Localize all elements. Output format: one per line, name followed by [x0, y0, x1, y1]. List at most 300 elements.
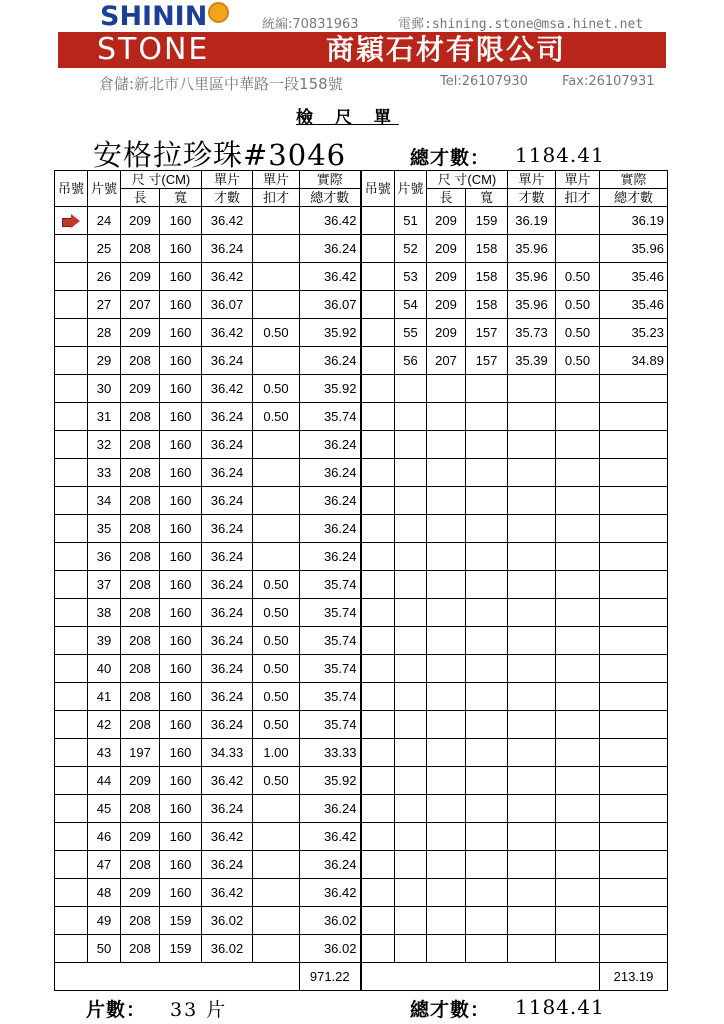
right-width-cell — [466, 711, 508, 739]
table-row — [55, 235, 668, 263]
left-actual-cell: 36.42 — [300, 207, 361, 235]
left-deduct-cell: 0.50 — [253, 403, 300, 431]
left-deduct-cell: 0.50 — [253, 683, 300, 711]
right-actual-cell — [600, 711, 668, 739]
subtotal-right-spacer — [361, 963, 600, 991]
right-piece-cell — [395, 571, 427, 599]
left-length-cell: 208 — [121, 851, 160, 879]
company-name: 商穎石材有限公司 — [326, 33, 567, 66]
left-length-cell: 208 — [121, 487, 160, 515]
col-length-header: 長 — [121, 189, 160, 207]
table-row — [55, 823, 668, 851]
subtotal-right: 213.19 — [600, 963, 668, 991]
left-length-cell: 209 — [121, 375, 160, 403]
right-actual-cell: 36.19 — [600, 207, 668, 235]
left-width-cell: 160 — [160, 655, 202, 683]
left-actual-cell: 36.42 — [300, 879, 361, 907]
left-piece-cell: 31 — [88, 403, 121, 431]
right-actual-cell — [600, 739, 668, 767]
left-actual-cell: 36.24 — [300, 543, 361, 571]
left-area-cell: 36.24 — [202, 347, 253, 375]
right-length-cell — [427, 515, 466, 543]
left-actual-cell: 36.42 — [300, 263, 361, 291]
left-piece-cell: 48 — [88, 879, 121, 907]
right-hang-cell — [361, 207, 395, 235]
left-piece-cell: 34 — [88, 487, 121, 515]
subtotal-row — [55, 963, 668, 991]
right-piece-cell — [395, 375, 427, 403]
left-area-cell: 36.42 — [202, 879, 253, 907]
table-row — [55, 571, 668, 599]
left-width-cell: 160 — [160, 627, 202, 655]
right-piece-cell — [395, 935, 427, 963]
left-length-cell: 197 — [121, 739, 160, 767]
right-piece-cell — [395, 711, 427, 739]
left-hang-cell — [55, 627, 88, 655]
right-deduct-cell: 0.50 — [556, 347, 600, 375]
left-actual-cell: 33.33 — [300, 739, 361, 767]
left-area-cell: 36.42 — [202, 319, 253, 347]
right-deduct-cell — [556, 487, 600, 515]
left-hang-cell — [55, 851, 88, 879]
right-hang-cell — [361, 375, 395, 403]
right-deduct-cell: 0.50 — [556, 263, 600, 291]
left-actual-cell: 36.42 — [300, 823, 361, 851]
left-deduct-cell — [253, 543, 300, 571]
left-length-cell: 208 — [121, 907, 160, 935]
left-width-cell: 160 — [160, 571, 202, 599]
left-width-cell: 159 — [160, 907, 202, 935]
left-hang-cell — [55, 907, 88, 935]
tax-id: 統編:70831963 — [262, 17, 359, 32]
left-actual-cell: 35.74 — [300, 627, 361, 655]
right-width-cell — [466, 683, 508, 711]
left-width-cell: 160 — [160, 767, 202, 795]
table-row — [55, 263, 668, 291]
left-piece-cell: 45 — [88, 795, 121, 823]
table-row — [55, 599, 668, 627]
left-actual-cell: 36.24 — [300, 487, 361, 515]
right-actual-cell: 35.96 — [600, 235, 668, 263]
left-piece-cell: 42 — [88, 711, 121, 739]
col-actual-header-top-right: 實際 — [600, 171, 668, 189]
col-size-header: 尺 寸(CM) — [121, 171, 202, 189]
right-deduct-cell — [556, 823, 600, 851]
right-deduct-cell — [556, 795, 600, 823]
left-length-cell: 208 — [121, 515, 160, 543]
right-width-cell: 158 — [466, 263, 508, 291]
right-area-cell — [508, 375, 556, 403]
left-length-cell: 209 — [121, 207, 160, 235]
left-actual-cell: 36.24 — [300, 459, 361, 487]
right-width-cell — [466, 431, 508, 459]
right-deduct-cell — [556, 207, 600, 235]
left-actual-cell: 35.74 — [300, 683, 361, 711]
right-width-cell: 158 — [466, 291, 508, 319]
right-deduct-cell: 0.50 — [556, 319, 600, 347]
right-deduct-cell — [556, 599, 600, 627]
footer-total-label: 總才數： — [410, 999, 491, 1021]
right-hang-cell — [361, 599, 395, 627]
left-length-cell: 208 — [121, 599, 160, 627]
left-width-cell: 160 — [160, 291, 202, 319]
left-actual-cell: 36.24 — [300, 235, 361, 263]
left-width-cell: 160 — [160, 487, 202, 515]
table-row — [55, 487, 668, 515]
right-area-cell — [508, 683, 556, 711]
left-length-cell: 209 — [121, 263, 160, 291]
left-hang-cell — [55, 515, 88, 543]
left-piece-cell: 26 — [88, 263, 121, 291]
right-deduct-cell — [556, 515, 600, 543]
left-deduct-cell — [253, 487, 300, 515]
right-actual-cell — [600, 431, 668, 459]
left-width-cell: 160 — [160, 879, 202, 907]
left-area-cell: 36.24 — [202, 543, 253, 571]
total-area-label: 總才數： — [410, 147, 491, 169]
left-hang-cell — [55, 879, 88, 907]
col-size-header-right: 尺 寸(CM) — [427, 171, 508, 189]
right-width-cell — [466, 543, 508, 571]
table-row — [55, 907, 668, 935]
table-body — [55, 207, 668, 963]
left-length-cell: 208 — [121, 347, 160, 375]
right-area-cell: 35.96 — [508, 263, 556, 291]
total-area-value: 1184.41 — [515, 143, 605, 167]
left-deduct-cell: 0.50 — [253, 767, 300, 795]
right-hang-cell — [361, 823, 395, 851]
table-row — [55, 319, 668, 347]
right-hang-cell — [361, 683, 395, 711]
right-area-cell — [508, 599, 556, 627]
right-piece-cell: 55 — [395, 319, 427, 347]
right-length-cell — [427, 851, 466, 879]
col-width-header: 寬 — [160, 189, 202, 207]
right-piece-cell — [395, 851, 427, 879]
left-width-cell: 160 — [160, 263, 202, 291]
left-length-cell: 208 — [121, 627, 160, 655]
left-width-cell: 160 — [160, 375, 202, 403]
right-actual-cell: 34.89 — [600, 347, 668, 375]
logo-shining-text: SHININ — [100, 2, 229, 32]
right-piece-cell — [395, 907, 427, 935]
right-area-cell — [508, 935, 556, 963]
table-header-row-1 — [55, 171, 668, 189]
right-hang-cell — [361, 795, 395, 823]
left-area-cell: 36.24 — [202, 571, 253, 599]
right-actual-cell — [600, 375, 668, 403]
left-length-cell: 208 — [121, 795, 160, 823]
left-piece-cell: 29 — [88, 347, 121, 375]
left-deduct-cell: 0.50 — [253, 627, 300, 655]
col-length-header-right: 長 — [427, 189, 466, 207]
left-length-cell: 208 — [121, 711, 160, 739]
right-deduct-cell — [556, 571, 600, 599]
left-area-cell: 36.24 — [202, 235, 253, 263]
left-area-cell: 36.42 — [202, 375, 253, 403]
left-area-cell: 36.24 — [202, 403, 253, 431]
left-hang-cell — [55, 935, 88, 963]
left-hang-cell — [55, 823, 88, 851]
left-piece-cell: 46 — [88, 823, 121, 851]
right-deduct-cell — [556, 683, 600, 711]
measurement-table — [54, 170, 668, 991]
right-length-cell — [427, 431, 466, 459]
left-width-cell: 160 — [160, 599, 202, 627]
right-width-cell — [466, 403, 508, 431]
left-area-cell: 36.42 — [202, 823, 253, 851]
left-area-cell: 36.42 — [202, 767, 253, 795]
left-width-cell: 160 — [160, 403, 202, 431]
right-area-cell — [508, 879, 556, 907]
left-deduct-cell: 0.50 — [253, 711, 300, 739]
left-width-cell: 160 — [160, 515, 202, 543]
right-hang-cell — [361, 291, 395, 319]
table-row — [55, 207, 668, 235]
right-length-cell — [427, 683, 466, 711]
right-area-cell: 35.73 — [508, 319, 556, 347]
right-hang-cell — [361, 347, 395, 375]
right-area-cell — [508, 459, 556, 487]
left-hang-cell — [55, 319, 88, 347]
right-area-cell: 36.19 — [508, 207, 556, 235]
left-area-cell: 36.24 — [202, 683, 253, 711]
right-area-cell: 35.96 — [508, 235, 556, 263]
left-deduct-cell — [253, 935, 300, 963]
left-actual-cell: 35.74 — [300, 599, 361, 627]
right-width-cell: 159 — [466, 207, 508, 235]
right-width-cell — [466, 851, 508, 879]
left-width-cell: 160 — [160, 235, 202, 263]
right-length-cell — [427, 459, 466, 487]
right-area-cell — [508, 823, 556, 851]
right-piece-cell — [395, 515, 427, 543]
table-row — [55, 291, 668, 319]
left-hang-cell — [55, 739, 88, 767]
right-hang-cell — [361, 935, 395, 963]
left-length-cell: 208 — [121, 403, 160, 431]
left-deduct-cell — [253, 235, 300, 263]
right-actual-cell — [600, 599, 668, 627]
left-piece-cell: 25 — [88, 235, 121, 263]
col-width-header-right: 寬 — [466, 189, 508, 207]
table-row — [55, 515, 668, 543]
left-area-cell: 36.24 — [202, 515, 253, 543]
left-hang-cell — [55, 235, 88, 263]
right-width-cell: 157 — [466, 347, 508, 375]
right-actual-cell — [600, 935, 668, 963]
right-area-cell — [508, 907, 556, 935]
right-width-cell — [466, 627, 508, 655]
right-length-cell: 209 — [427, 319, 466, 347]
table-row — [55, 711, 668, 739]
right-area-cell — [508, 851, 556, 879]
subtotal-left-spacer — [55, 963, 300, 991]
right-deduct-cell — [556, 543, 600, 571]
telephone: Tel:26107930 — [440, 74, 528, 89]
left-deduct-cell: 1.00 — [253, 739, 300, 767]
right-area-cell — [508, 627, 556, 655]
left-hang-cell — [55, 375, 88, 403]
right-hang-cell — [361, 627, 395, 655]
left-deduct-cell — [253, 795, 300, 823]
right-hang-cell — [361, 319, 395, 347]
right-piece-cell — [395, 823, 427, 851]
table-row — [55, 347, 668, 375]
right-width-cell — [466, 795, 508, 823]
table-row — [55, 627, 668, 655]
right-length-cell — [427, 907, 466, 935]
right-actual-cell — [600, 515, 668, 543]
right-length-cell: 207 — [427, 347, 466, 375]
left-piece-cell: 43 — [88, 739, 121, 767]
right-piece-cell — [395, 403, 427, 431]
right-hang-cell — [361, 907, 395, 935]
col-unit-header-top: 單片 — [202, 171, 253, 189]
table-row — [55, 375, 668, 403]
left-area-cell: 36.24 — [202, 459, 253, 487]
left-actual-cell: 35.74 — [300, 711, 361, 739]
right-actual-cell — [600, 543, 668, 571]
right-deduct-cell — [556, 879, 600, 907]
col-actual-header-bottom-right: 總才數 — [600, 189, 668, 207]
left-piece-cell: 50 — [88, 935, 121, 963]
right-width-cell: 157 — [466, 319, 508, 347]
left-width-cell: 160 — [160, 207, 202, 235]
col-hang-header: 吊號 — [55, 171, 88, 207]
right-length-cell — [427, 655, 466, 683]
left-area-cell: 36.42 — [202, 207, 253, 235]
left-hang-cell — [55, 431, 88, 459]
right-actual-cell — [600, 907, 668, 935]
left-actual-cell: 36.07 — [300, 291, 361, 319]
right-piece-cell: 56 — [395, 347, 427, 375]
left-actual-cell: 36.24 — [300, 431, 361, 459]
left-length-cell: 209 — [121, 823, 160, 851]
right-hang-cell — [361, 403, 395, 431]
right-width-cell — [466, 515, 508, 543]
left-deduct-cell: 0.50 — [253, 599, 300, 627]
arrow-icon — [62, 214, 80, 228]
right-width-cell — [466, 571, 508, 599]
left-piece-cell: 44 — [88, 767, 121, 795]
right-actual-cell — [600, 403, 668, 431]
left-area-cell: 36.24 — [202, 627, 253, 655]
left-width-cell: 160 — [160, 319, 202, 347]
right-deduct-cell: 0.50 — [556, 291, 600, 319]
right-deduct-cell — [556, 375, 600, 403]
right-piece-cell — [395, 543, 427, 571]
right-piece-cell — [395, 767, 427, 795]
col-piece-header-right: 片號 — [395, 171, 427, 207]
right-width-cell — [466, 459, 508, 487]
table-row — [55, 543, 668, 571]
right-length-cell — [427, 823, 466, 851]
right-actual-cell — [600, 851, 668, 879]
left-piece-cell: 47 — [88, 851, 121, 879]
col-deduct-header-bottom-right: 扣才 — [556, 189, 600, 207]
table-row — [55, 431, 668, 459]
table-row — [55, 935, 668, 963]
right-length-cell — [427, 403, 466, 431]
right-piece-cell: 53 — [395, 263, 427, 291]
subtotal-left: 971.22 — [300, 963, 361, 991]
right-length-cell — [427, 795, 466, 823]
right-area-cell — [508, 767, 556, 795]
logo-sun-icon — [208, 2, 229, 23]
right-area-cell — [508, 655, 556, 683]
left-hang-cell — [55, 795, 88, 823]
right-area-cell: 35.96 — [508, 291, 556, 319]
right-deduct-cell — [556, 459, 600, 487]
right-width-cell — [466, 739, 508, 767]
left-deduct-cell: 0.50 — [253, 319, 300, 347]
right-hang-cell — [361, 851, 395, 879]
right-piece-cell: 54 — [395, 291, 427, 319]
left-actual-cell: 36.24 — [300, 851, 361, 879]
left-actual-cell: 35.74 — [300, 403, 361, 431]
right-deduct-cell — [556, 767, 600, 795]
right-width-cell — [466, 599, 508, 627]
right-width-cell: 158 — [466, 235, 508, 263]
stone-name: 安格拉珍珠#3046 — [93, 138, 347, 172]
right-piece-cell: 52 — [395, 235, 427, 263]
left-width-cell: 160 — [160, 431, 202, 459]
col-deduct-header-top: 單片 — [253, 171, 300, 189]
right-width-cell — [466, 907, 508, 935]
left-width-cell: 159 — [160, 935, 202, 963]
left-width-cell: 160 — [160, 543, 202, 571]
col-actual-header-bottom: 總才數 — [300, 189, 361, 207]
left-deduct-cell — [253, 459, 300, 487]
left-piece-cell: 49 — [88, 907, 121, 935]
left-deduct-cell: 0.50 — [253, 571, 300, 599]
right-actual-cell — [600, 459, 668, 487]
left-area-cell: 36.24 — [202, 795, 253, 823]
left-area-cell: 36.24 — [202, 487, 253, 515]
left-length-cell: 208 — [121, 683, 160, 711]
right-area-cell — [508, 739, 556, 767]
right-area-cell: 35.39 — [508, 347, 556, 375]
left-hang-cell — [55, 571, 88, 599]
left-length-cell: 209 — [121, 879, 160, 907]
left-deduct-cell — [253, 907, 300, 935]
left-piece-cell: 37 — [88, 571, 121, 599]
left-width-cell: 160 — [160, 711, 202, 739]
right-hang-cell — [361, 487, 395, 515]
left-deduct-cell — [253, 263, 300, 291]
right-area-cell — [508, 403, 556, 431]
left-length-cell: 208 — [121, 235, 160, 263]
right-piece-cell — [395, 459, 427, 487]
left-hang-cell — [55, 487, 88, 515]
right-hang-cell — [361, 459, 395, 487]
right-piece-cell: 51 — [395, 207, 427, 235]
left-width-cell: 160 — [160, 347, 202, 375]
right-length-cell — [427, 767, 466, 795]
piece-count-label: 片數： — [86, 999, 147, 1021]
left-area-cell: 36.24 — [202, 655, 253, 683]
right-hang-cell — [361, 739, 395, 767]
right-hang-cell — [361, 571, 395, 599]
left-area-cell: 36.24 — [202, 599, 253, 627]
col-unit-header-top-right: 單片 — [508, 171, 556, 189]
left-piece-cell: 38 — [88, 599, 121, 627]
right-piece-cell — [395, 627, 427, 655]
right-actual-cell — [600, 795, 668, 823]
left-length-cell: 208 — [121, 543, 160, 571]
left-area-cell: 36.24 — [202, 851, 253, 879]
